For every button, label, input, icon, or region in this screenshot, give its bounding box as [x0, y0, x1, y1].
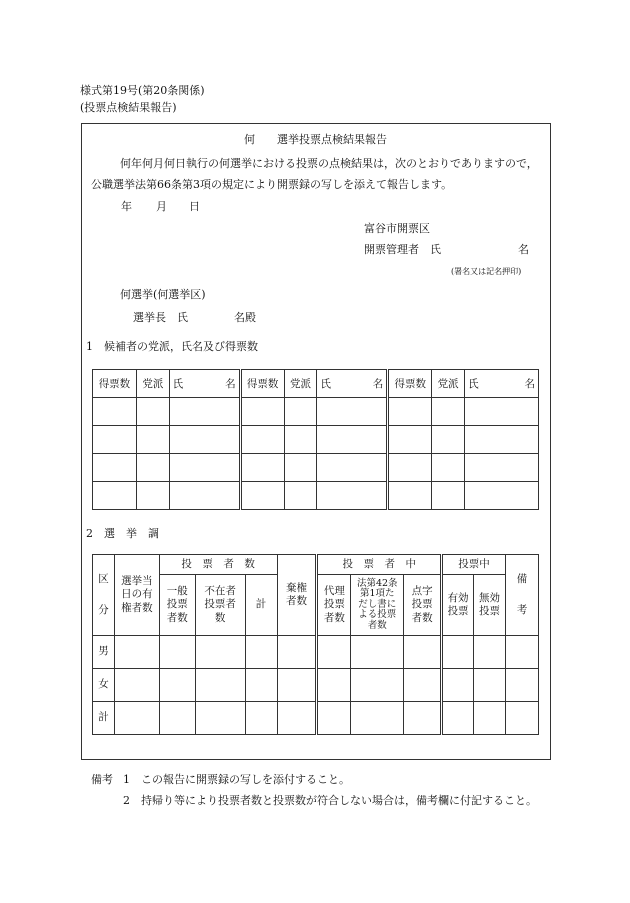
table-row [93, 636, 539, 669]
manager-label: 開票管理者 氏 [364, 243, 441, 256]
note-2: 2 持帰り等により投票者数と投票数が符合しない場合は，備考欄に付記すること。 [123, 794, 537, 807]
date-month: 月 [156, 200, 167, 213]
section1-heading: 1 候補者の党派，氏名及び得票数 [86, 340, 258, 353]
district-name: 富谷市開票区 [364, 222, 430, 235]
note-1: 1 この報告に開票録の写しを添付すること。 [123, 773, 350, 786]
form-number: 様式第19号(第20条関係) [80, 84, 205, 97]
valid-ballots-header: 有効 投票 [442, 575, 474, 636]
row-label-male: 男 [93, 636, 115, 669]
table-row [93, 454, 539, 482]
survey-header-row-1 [93, 555, 539, 575]
report-title: 何 選挙投票点検結果報告 [244, 133, 387, 146]
voters-group-header: 投 票 者 数 [159, 555, 277, 575]
name-header: 氏 名 [465, 370, 539, 398]
electors-header: 選挙当 日の有 権者数 [114, 555, 159, 636]
table-row [93, 398, 539, 426]
row-label-total: 計 [93, 702, 115, 735]
chief-suffix: 名殿 [234, 311, 256, 324]
proxy-voters-header: 代理 投票 者数 [317, 575, 351, 636]
kubun-header: 区 分 [93, 555, 115, 636]
manager-name-suffix: 名 [518, 243, 529, 256]
votes-header: 得票数 [388, 370, 432, 398]
row-label-female: 女 [93, 669, 115, 702]
form-subtitle: (投票点検結果報告) [80, 101, 177, 114]
election-name: 何選挙(何選挙区) [120, 288, 206, 301]
absentee-voters-header: 不在者 投票者 数 [195, 575, 245, 636]
among-voters-group-header: 投 票 者 中 [317, 555, 442, 575]
general-voters-header: 一般 投票 者数 [159, 575, 195, 636]
abstain-header: 棄権 者数 [277, 555, 317, 636]
braille-voters-header: 点字 投票 者数 [404, 575, 442, 636]
date-day: 日 [189, 200, 200, 213]
candidate-table [92, 369, 539, 510]
votes-header: 得票数 [240, 370, 284, 398]
table-row [93, 482, 539, 510]
date-year: 年 [121, 200, 132, 213]
name-header: 氏 名 [169, 370, 240, 398]
table-row [93, 702, 539, 735]
signature-note: (署名又は記名押印) [451, 267, 522, 276]
total-voters-header: 計 [245, 575, 277, 636]
invalid-ballots-header: 無効 投票 [474, 575, 506, 636]
votes-header: 得票数 [93, 370, 137, 398]
ballots-group-header: 投票中 [442, 555, 506, 575]
party-header: 党派 [432, 370, 465, 398]
section2-heading: 2 選 挙 調 [86, 527, 159, 540]
body-line-1: 何年何月何日執行の何選挙における投票の点検結果は，次のとおりでありますので， [120, 157, 538, 170]
party-header: 党派 [284, 370, 317, 398]
election-survey-table [92, 554, 539, 735]
table-row [93, 426, 539, 454]
body-line-2: 公職選挙法第66条第3項の規定により開票録の写しを添えて報告します。 [91, 178, 453, 191]
notes-label: 備考 [91, 773, 113, 786]
remarks-header: 備 考 [505, 555, 538, 636]
candidate-header-row [93, 370, 539, 398]
chief-label: 選挙長 氏 [133, 311, 188, 324]
party-header: 党派 [136, 370, 169, 398]
table-row [93, 669, 539, 702]
art42-voters-header: 法第42条 第1項た だし書に よる投票 者数 [351, 575, 404, 636]
name-header: 氏 名 [317, 370, 388, 398]
